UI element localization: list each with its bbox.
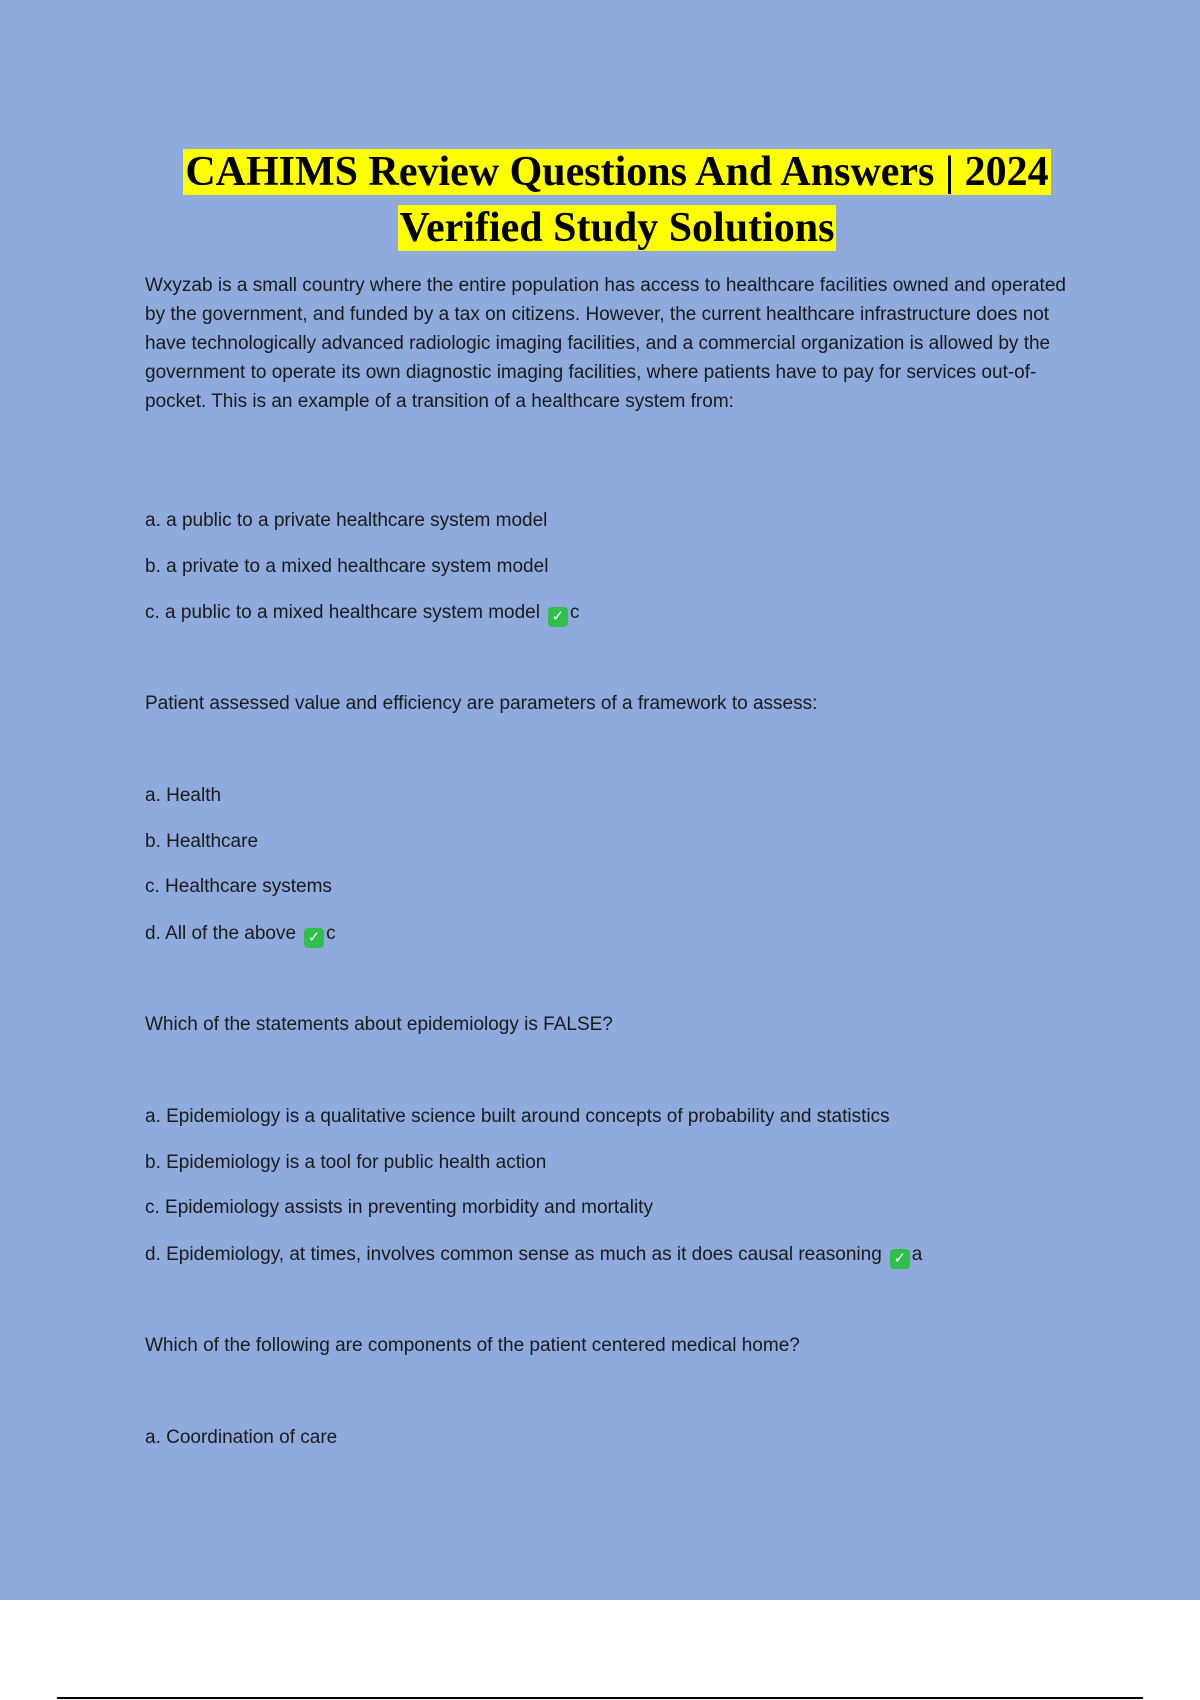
- question-1-prompt: Wxyzab is a small country where the entire population has access to healthcare facilities owned and operated by the government, and funded by a tax on citizens. However, the current healthcare infrastructure does not have technologically advanced radiologic imaging facilities, and a commercial organization is allowed by the government to operate its own diagnostic imaging facilities, where patients have to pay for services out-of-pocket. This is an example of a transition of a healthcare system from:: [145, 275, 1066, 412]
- question-4-prompt: Which of the following are components of the patient centered medical home?: [145, 1335, 800, 1356]
- question-1-option-c: [145, 602, 579, 627]
- question-2-option-c: c. Healthcare systems: [145, 876, 332, 897]
- option-text: c. a public to a mixed healthcare system model: [145, 602, 540, 623]
- question-4-option-a: a. Coordination of care: [145, 1427, 338, 1448]
- check-mark-icon: ✓: [304, 928, 324, 948]
- option-text: d. Epidemiology, at times, involves common sense as much as it does causal reasoning: [145, 1244, 882, 1265]
- option-text: d. All of the above: [145, 923, 297, 944]
- question-2-option-d: [145, 923, 336, 948]
- answer-letter: c: [326, 923, 336, 944]
- question-3-option-a: a. Epidemiology is a qualitative science built around concepts of probability and statistics: [145, 1106, 890, 1127]
- question-2-option-b: b. Healthcare: [145, 831, 259, 852]
- question-1-option-a: a. a public to a private healthcare system model: [145, 510, 548, 531]
- check-mark-icon: ✓: [890, 1249, 910, 1269]
- answer-letter: a: [911, 1244, 923, 1265]
- footer-divider: [57, 1697, 1143, 1699]
- question-3-option-c: c. Epidemiology assists in preventing morbidity and mortality: [145, 1197, 653, 1218]
- check-mark-icon: ✓: [548, 607, 568, 627]
- title-line-2: Verified Study Solutions: [399, 205, 835, 251]
- document-title: [0, 144, 1200, 256]
- title-line-1: CAHIMS Review Questions And Answers | 2024: [185, 149, 1049, 195]
- question-1-option-b: b. a private to a mixed healthcare system model: [145, 556, 549, 577]
- question-2-prompt: Patient assessed value and efficiency are parameters of a framework to assess:: [145, 693, 818, 714]
- answer-letter: c: [569, 602, 580, 623]
- question-3-prompt: Which of the statements about epidemiology is FALSE?: [145, 1014, 613, 1035]
- question-3-option-b: b. Epidemiology is a tool for public health action: [145, 1152, 547, 1173]
- question-2-option-a: a. Health: [145, 785, 222, 806]
- question-3-option-d: [145, 1244, 922, 1269]
